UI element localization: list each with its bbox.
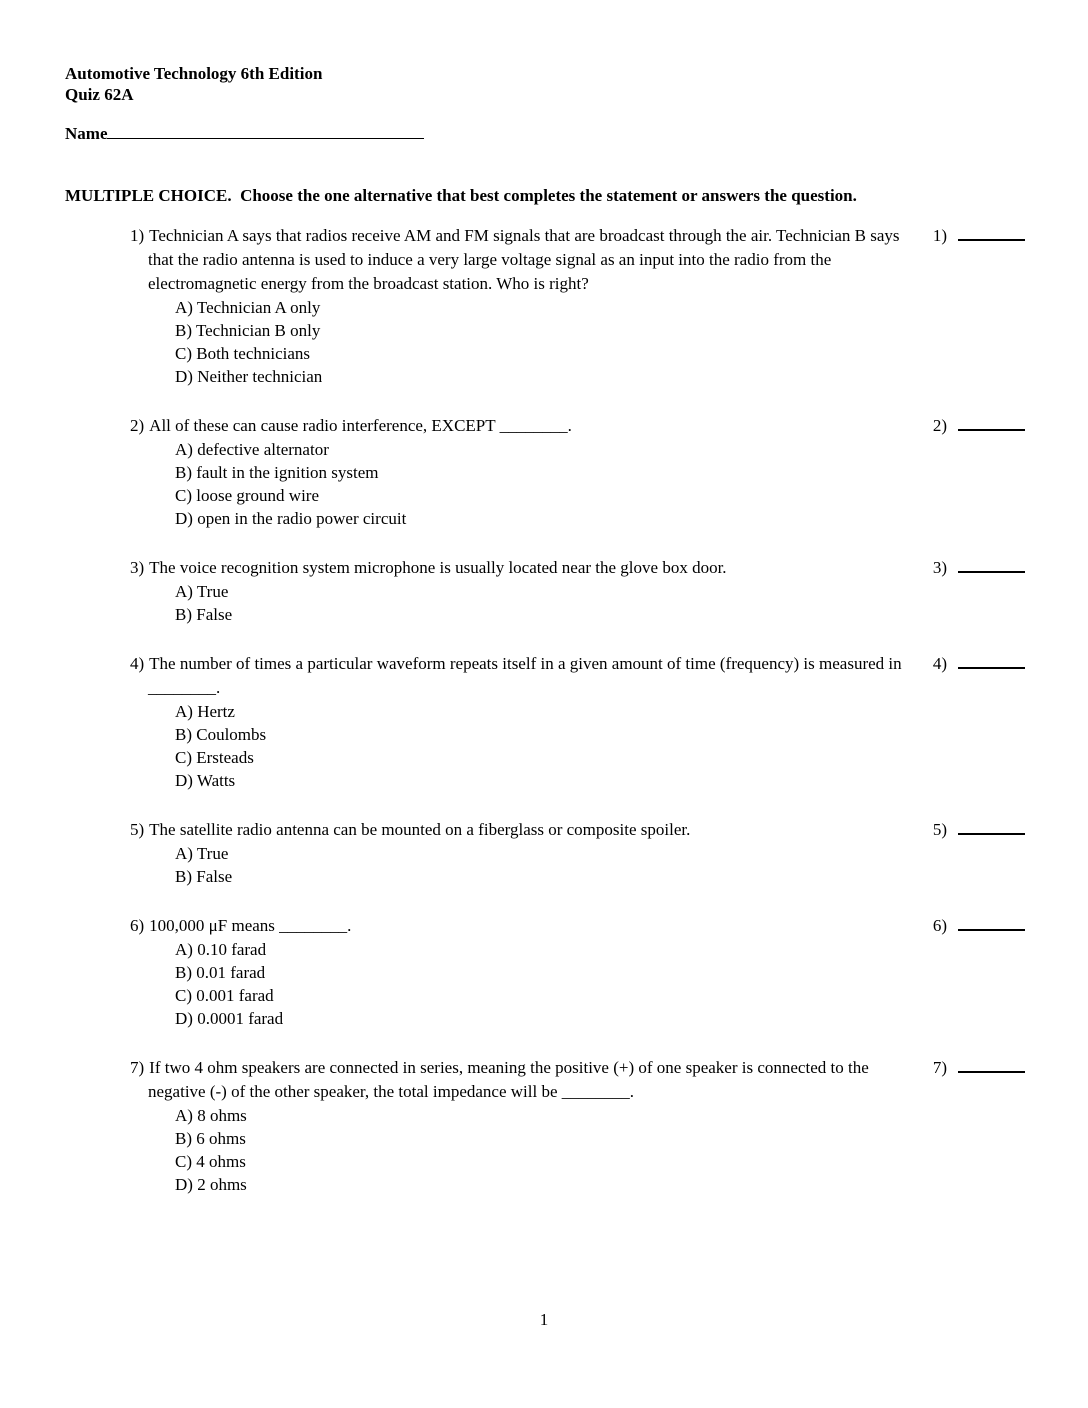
option-item: B) 6 ohms	[175, 1129, 246, 1148]
question-block	[0, 652, 1088, 792]
document-header	[65, 63, 322, 105]
document-subtitle: Quiz 62A	[65, 85, 134, 104]
question-block	[0, 914, 1088, 1030]
option-item: D) 0.0001 farad	[175, 1009, 284, 1028]
answer-slot	[933, 914, 1025, 938]
option-item: D) open in the radio power circuit	[175, 509, 407, 528]
question-body: All of these can cause radio interference, EXCEPT ________.	[149, 416, 572, 435]
question-text	[130, 818, 905, 842]
option-item: C) 4 ohms	[175, 1152, 246, 1171]
option-item: A) True	[175, 582, 229, 601]
answer-blank-line	[958, 833, 1025, 835]
answer-number: 1)	[932, 226, 947, 245]
answer-slot	[933, 652, 1025, 676]
answer-number: 5)	[932, 820, 947, 839]
answer-blank-line	[958, 239, 1025, 241]
option-item: C) Ersteads	[175, 748, 254, 767]
question-options	[175, 296, 905, 388]
question-number: 4)	[130, 654, 145, 673]
question-body: If two 4 ohm speakers are connected in series, meaning the positive (+) of one speaker is connected to the negative (-) of the other speaker, the total impedance will be ________.	[148, 1058, 869, 1101]
name-blank-line	[107, 121, 424, 139]
question-text	[130, 224, 905, 296]
answer-number: 7)	[932, 1058, 947, 1077]
answer-blank-line	[958, 667, 1025, 669]
question-main	[130, 914, 905, 1030]
option-item: A) Hertz	[175, 702, 235, 721]
question-body: The voice recognition system microphone is usually located near the glove box door.	[149, 558, 727, 577]
question-block	[0, 224, 1088, 388]
option-item: A) 8 ohms	[175, 1106, 247, 1125]
option-item: B) False	[175, 867, 233, 886]
answer-number: 6)	[932, 916, 947, 935]
question-text	[130, 914, 905, 938]
answer-number: 4)	[932, 654, 947, 673]
question-text	[130, 1056, 905, 1104]
option-item: B) fault in the ignition system	[175, 463, 379, 482]
question-block	[0, 1056, 1088, 1196]
page-number: 1	[539, 1310, 549, 1329]
question-main	[130, 1056, 905, 1196]
option-item: A) Technician A only	[175, 298, 321, 317]
option-item: A) 0.10 farad	[175, 940, 267, 959]
question-block	[0, 818, 1088, 888]
question-number: 3)	[130, 558, 145, 577]
answer-slot	[933, 414, 1025, 438]
answer-slot	[933, 224, 1025, 248]
question-options	[175, 842, 905, 888]
option-item: B) Technician B only	[175, 321, 321, 340]
question-options	[175, 438, 905, 530]
question-main	[130, 414, 905, 530]
answer-number: 3)	[932, 558, 947, 577]
answer-number: 2)	[932, 416, 947, 435]
question-block	[0, 556, 1088, 626]
answer-blank-line	[958, 1071, 1025, 1073]
answer-blank-line	[958, 571, 1025, 573]
option-item: C) 0.001 farad	[175, 986, 274, 1005]
question-number: 6)	[130, 916, 145, 935]
question-text	[130, 414, 905, 438]
question-body: 100,000 μF means ________.	[149, 916, 352, 935]
question-main	[130, 556, 905, 626]
question-number: 5)	[130, 820, 145, 839]
option-item: B) 0.01 farad	[175, 963, 266, 982]
question-options	[175, 700, 905, 792]
option-item: D) Neither technician	[175, 367, 323, 386]
option-item: B) False	[175, 605, 233, 624]
question-text	[130, 652, 905, 700]
instructions-text: MULTIPLE CHOICE. Choose the one alternative that best completes the statement or answers the question.	[65, 186, 857, 205]
option-item: D) 2 ohms	[175, 1175, 247, 1194]
option-item: D) Watts	[175, 771, 236, 790]
name-label: Name	[65, 124, 108, 143]
question-main	[130, 652, 905, 792]
question-number: 2)	[130, 416, 145, 435]
document-title: Automotive Technology 6th Edition	[65, 64, 323, 83]
question-number: 7)	[130, 1058, 145, 1077]
option-item: C) loose ground wire	[175, 486, 320, 505]
name-row	[65, 121, 424, 144]
option-item: A) True	[175, 844, 229, 863]
question-block	[0, 414, 1088, 530]
answer-blank-line	[958, 929, 1025, 931]
option-item: A) defective alternator	[175, 440, 329, 459]
question-main	[130, 224, 905, 388]
question-number: 1)	[130, 226, 145, 245]
question-main	[130, 818, 905, 888]
question-body: The satellite radio antenna can be mounted on a fiberglass or composite spoiler.	[149, 820, 691, 839]
question-options	[175, 580, 905, 626]
answer-slot	[933, 818, 1025, 842]
option-item: B) Coulombs	[175, 725, 267, 744]
question-options	[175, 1104, 905, 1196]
answer-blank-line	[958, 429, 1025, 431]
question-body: The number of times a particular waveform repeats itself in a given amount of time (frequency) is measured in ________.	[148, 654, 902, 697]
option-item: C) Both technicians	[175, 344, 311, 363]
answer-slot	[933, 1056, 1025, 1080]
question-text	[130, 556, 905, 580]
question-body: Technician A says that radios receive AM and FM signals that are broadcast through the air. Technician B says that the radio antenna is used to induce a very large voltage signal as an input into the radio from the electromagnetic energy from the broadcast station. Who is right?	[148, 226, 900, 293]
questions-list	[0, 224, 1088, 1222]
question-options	[175, 938, 905, 1030]
answer-slot	[933, 556, 1025, 580]
